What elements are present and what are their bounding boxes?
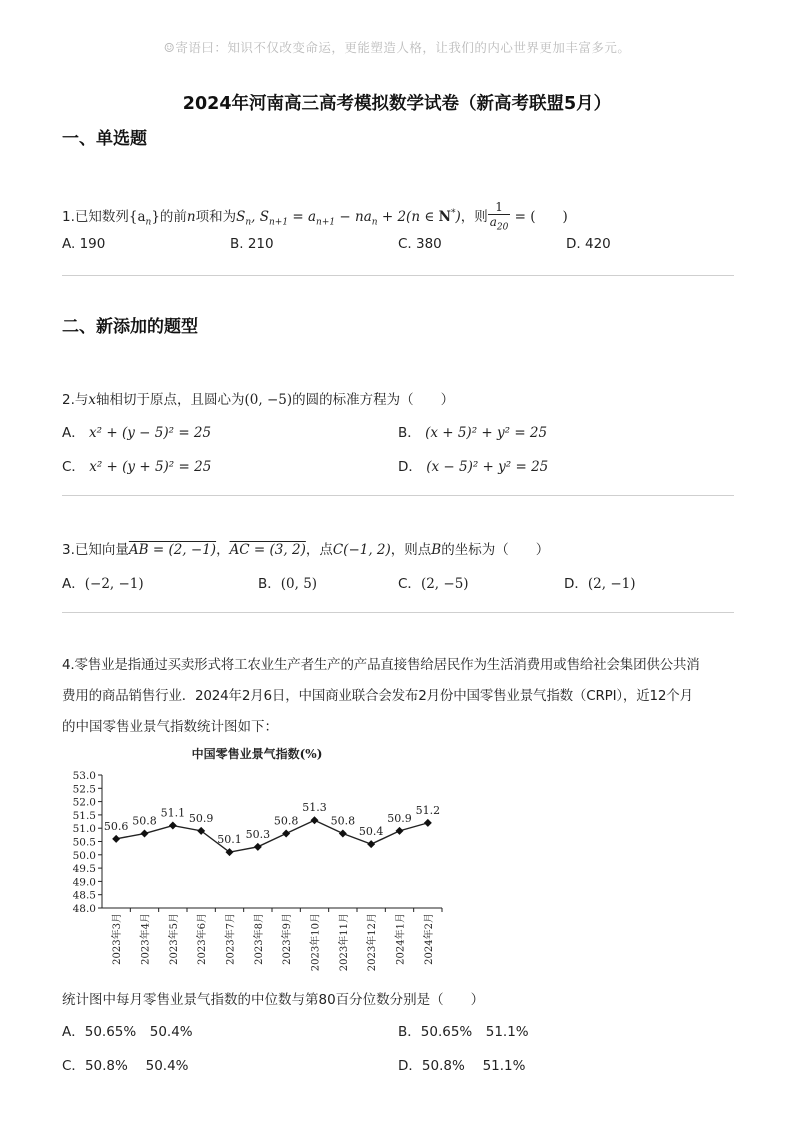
q1-text-3: 项和为 — [195, 209, 237, 226]
q2-option-b[interactable]: B． (x + 5)² + y² = 25 — [398, 425, 548, 441]
q4-option-b[interactable]: B．50.65% 51.1% — [398, 1024, 529, 1040]
data-label: 50.6 — [103, 819, 129, 833]
divider — [62, 612, 734, 613]
data-label: 51.1 — [160, 806, 186, 820]
data-label: 50.9 — [188, 811, 214, 825]
x-tick-label: 2023年8月 — [253, 913, 265, 965]
y-tick-label: 50.0 — [72, 849, 96, 862]
question-2-stem — [62, 388, 454, 408]
line-chart — [62, 740, 452, 985]
y-tick-label: 49.5 — [72, 863, 96, 876]
q1-formula-s: S — [236, 209, 246, 226]
q3-point-c: C(−1, 2) — [332, 542, 391, 558]
q1-fraction: $\frac{1}{a_{20}}$ — [489, 200, 509, 233]
data-point — [424, 819, 432, 827]
section-heading-single-choice: 一、单选题 — [62, 129, 147, 149]
q2-text: 2.与 — [62, 392, 89, 408]
q3-text-4: 的坐标为（ ） — [441, 542, 550, 558]
q3-text-2: ，点 — [305, 542, 333, 558]
y-tick-label: 51.5 — [72, 809, 96, 822]
x-tick-label: 2024年2月 — [423, 913, 435, 965]
divider — [62, 495, 734, 496]
y-tick-label: 51.0 — [72, 823, 96, 836]
q1-option-b[interactable]: B. 210 — [230, 236, 274, 252]
q3-text-3: ，则点 — [390, 542, 432, 558]
x-tick-label: 2023年12月 — [367, 913, 379, 972]
data-label: 51.3 — [302, 801, 327, 815]
q3-vector-ac: AC = (3, 2) — [229, 542, 306, 558]
motto: ☺寄语曰：知识不仅改变命运，更能塑造人格，让我们的内心世界更加丰富多元。 — [163, 40, 631, 55]
data-label: 50.4 — [358, 825, 384, 839]
q2-option-c[interactable]: C． x² + (y + 5)² = 25 — [62, 459, 212, 475]
x-tick-label: 2023年3月 — [112, 913, 124, 965]
data-point — [367, 840, 375, 848]
y-tick-label: 50.5 — [72, 836, 96, 849]
x-tick-label: 2023年11月 — [338, 913, 350, 972]
q2-option-d[interactable]: D． (x − 5)² + y² = 25 — [398, 459, 549, 475]
x-tick-label: 2024年1月 — [395, 913, 407, 965]
q1-text: 1.已知数列 — [62, 209, 129, 226]
data-point — [112, 835, 120, 843]
q2-text-2: 轴相切于原点，且圆心为 — [96, 392, 245, 408]
divider — [62, 275, 734, 276]
data-label: 50.8 — [330, 814, 356, 828]
chart-title: 中国零售业景气指数(%) — [191, 747, 323, 761]
q1-option-c[interactable]: C. 380 — [398, 236, 442, 252]
q3-option-d[interactable]: D．(2, −1) — [564, 576, 636, 592]
y-tick-label: 52.5 — [72, 783, 96, 796]
q1-blank: = ( ) — [514, 209, 568, 226]
q3-sep: ， — [216, 542, 230, 558]
q2-x: x — [88, 392, 97, 408]
data-label: 50.8 — [273, 814, 299, 828]
q3-option-c[interactable]: C．(2, −5) — [398, 576, 469, 592]
q3-option-b[interactable]: B．(0, 5) — [258, 576, 318, 592]
x-tick-label: 2023年4月 — [140, 913, 152, 965]
q3-vector-ab: AB = (2, −1) — [128, 542, 217, 558]
y-tick-label: 52.0 — [72, 796, 96, 809]
data-point — [396, 827, 404, 835]
q1-option-a[interactable]: A. 190 — [62, 236, 106, 252]
x-tick-label: 2023年6月 — [197, 913, 209, 965]
y-tick-label: 53.0 — [72, 770, 96, 782]
q4-option-c[interactable]: C．50.8% 50.4% — [62, 1058, 189, 1074]
data-point — [339, 830, 347, 838]
q2-center: (0, −5) — [244, 392, 293, 408]
y-tick-label: 48.0 — [72, 903, 96, 915]
y-tick-label: 48.5 — [72, 889, 96, 902]
q3-text: 3.已知向量 — [62, 542, 129, 558]
q4-line-3: 的中国零售业景气指数统计图如下： — [62, 719, 278, 735]
data-label: 50.9 — [387, 811, 412, 825]
q4-line-2: 费用的商品销售行业．2024年2月6日，中国商业联合会发布2月份中国零售业景气指数（CRPI），近12个月 — [62, 688, 693, 704]
q3-point-b: B — [431, 542, 442, 558]
section-heading-new-types: 二、新添加的题型 — [62, 317, 198, 337]
data-label: 50.1 — [217, 833, 242, 847]
data-point — [254, 843, 262, 851]
data-point — [169, 822, 177, 830]
data-point — [311, 816, 319, 824]
data-point — [141, 830, 149, 838]
question-1-stem — [62, 200, 568, 234]
q1-seq: $\{a_n\}$ — [128, 209, 160, 228]
q1-text-4: ，则 — [460, 209, 488, 226]
q3-option-a[interactable]: A．(−2, −1) — [62, 576, 144, 592]
page-title: 2024年河南高三高考模拟数学试卷（新高考联盟5月） — [182, 94, 612, 114]
question-4-ask: 统计图中每月零售业景气指数的中位数与第80百分位数分别是（ ） — [62, 992, 485, 1008]
q4-line-1: 4.零售业是指通过买卖形式将工农业生产者生产的产品直接售给居民作为生活消费用或售给社会集团供公共消 — [62, 657, 700, 673]
x-tick-label: 2023年5月 — [168, 913, 180, 965]
q4-option-d[interactable]: D．50.8% 51.1% — [398, 1058, 526, 1074]
q4-option-a[interactable]: A．50.65% 50.4% — [62, 1024, 193, 1040]
question-4-stem — [62, 650, 738, 743]
x-tick-label: 2023年7月 — [225, 913, 237, 965]
q2-text-3: 的圆的标准方程为（ ） — [292, 392, 455, 408]
question-3-stem — [62, 538, 549, 558]
data-label: 50.8 — [132, 814, 157, 828]
x-tick-label: 2023年9月 — [282, 913, 294, 965]
data-label: 51.2 — [415, 803, 441, 817]
q1-text-2: 的前 — [159, 209, 187, 226]
q1-option-d[interactable]: D. 420 — [566, 236, 611, 252]
q2-option-a[interactable]: A． x² + (y − 5)² = 25 — [62, 425, 212, 441]
data-point — [282, 830, 290, 838]
data-label: 50.3 — [245, 827, 271, 841]
y-tick-label: 49.0 — [72, 876, 96, 889]
q1-formula: $_n$, $S_{n+1} = a_{n+1} - na_n + 2(n$ ∈ N*) — [245, 208, 461, 228]
x-tick-label: 2023年10月 — [310, 913, 322, 972]
q1-n: n — [186, 209, 196, 226]
